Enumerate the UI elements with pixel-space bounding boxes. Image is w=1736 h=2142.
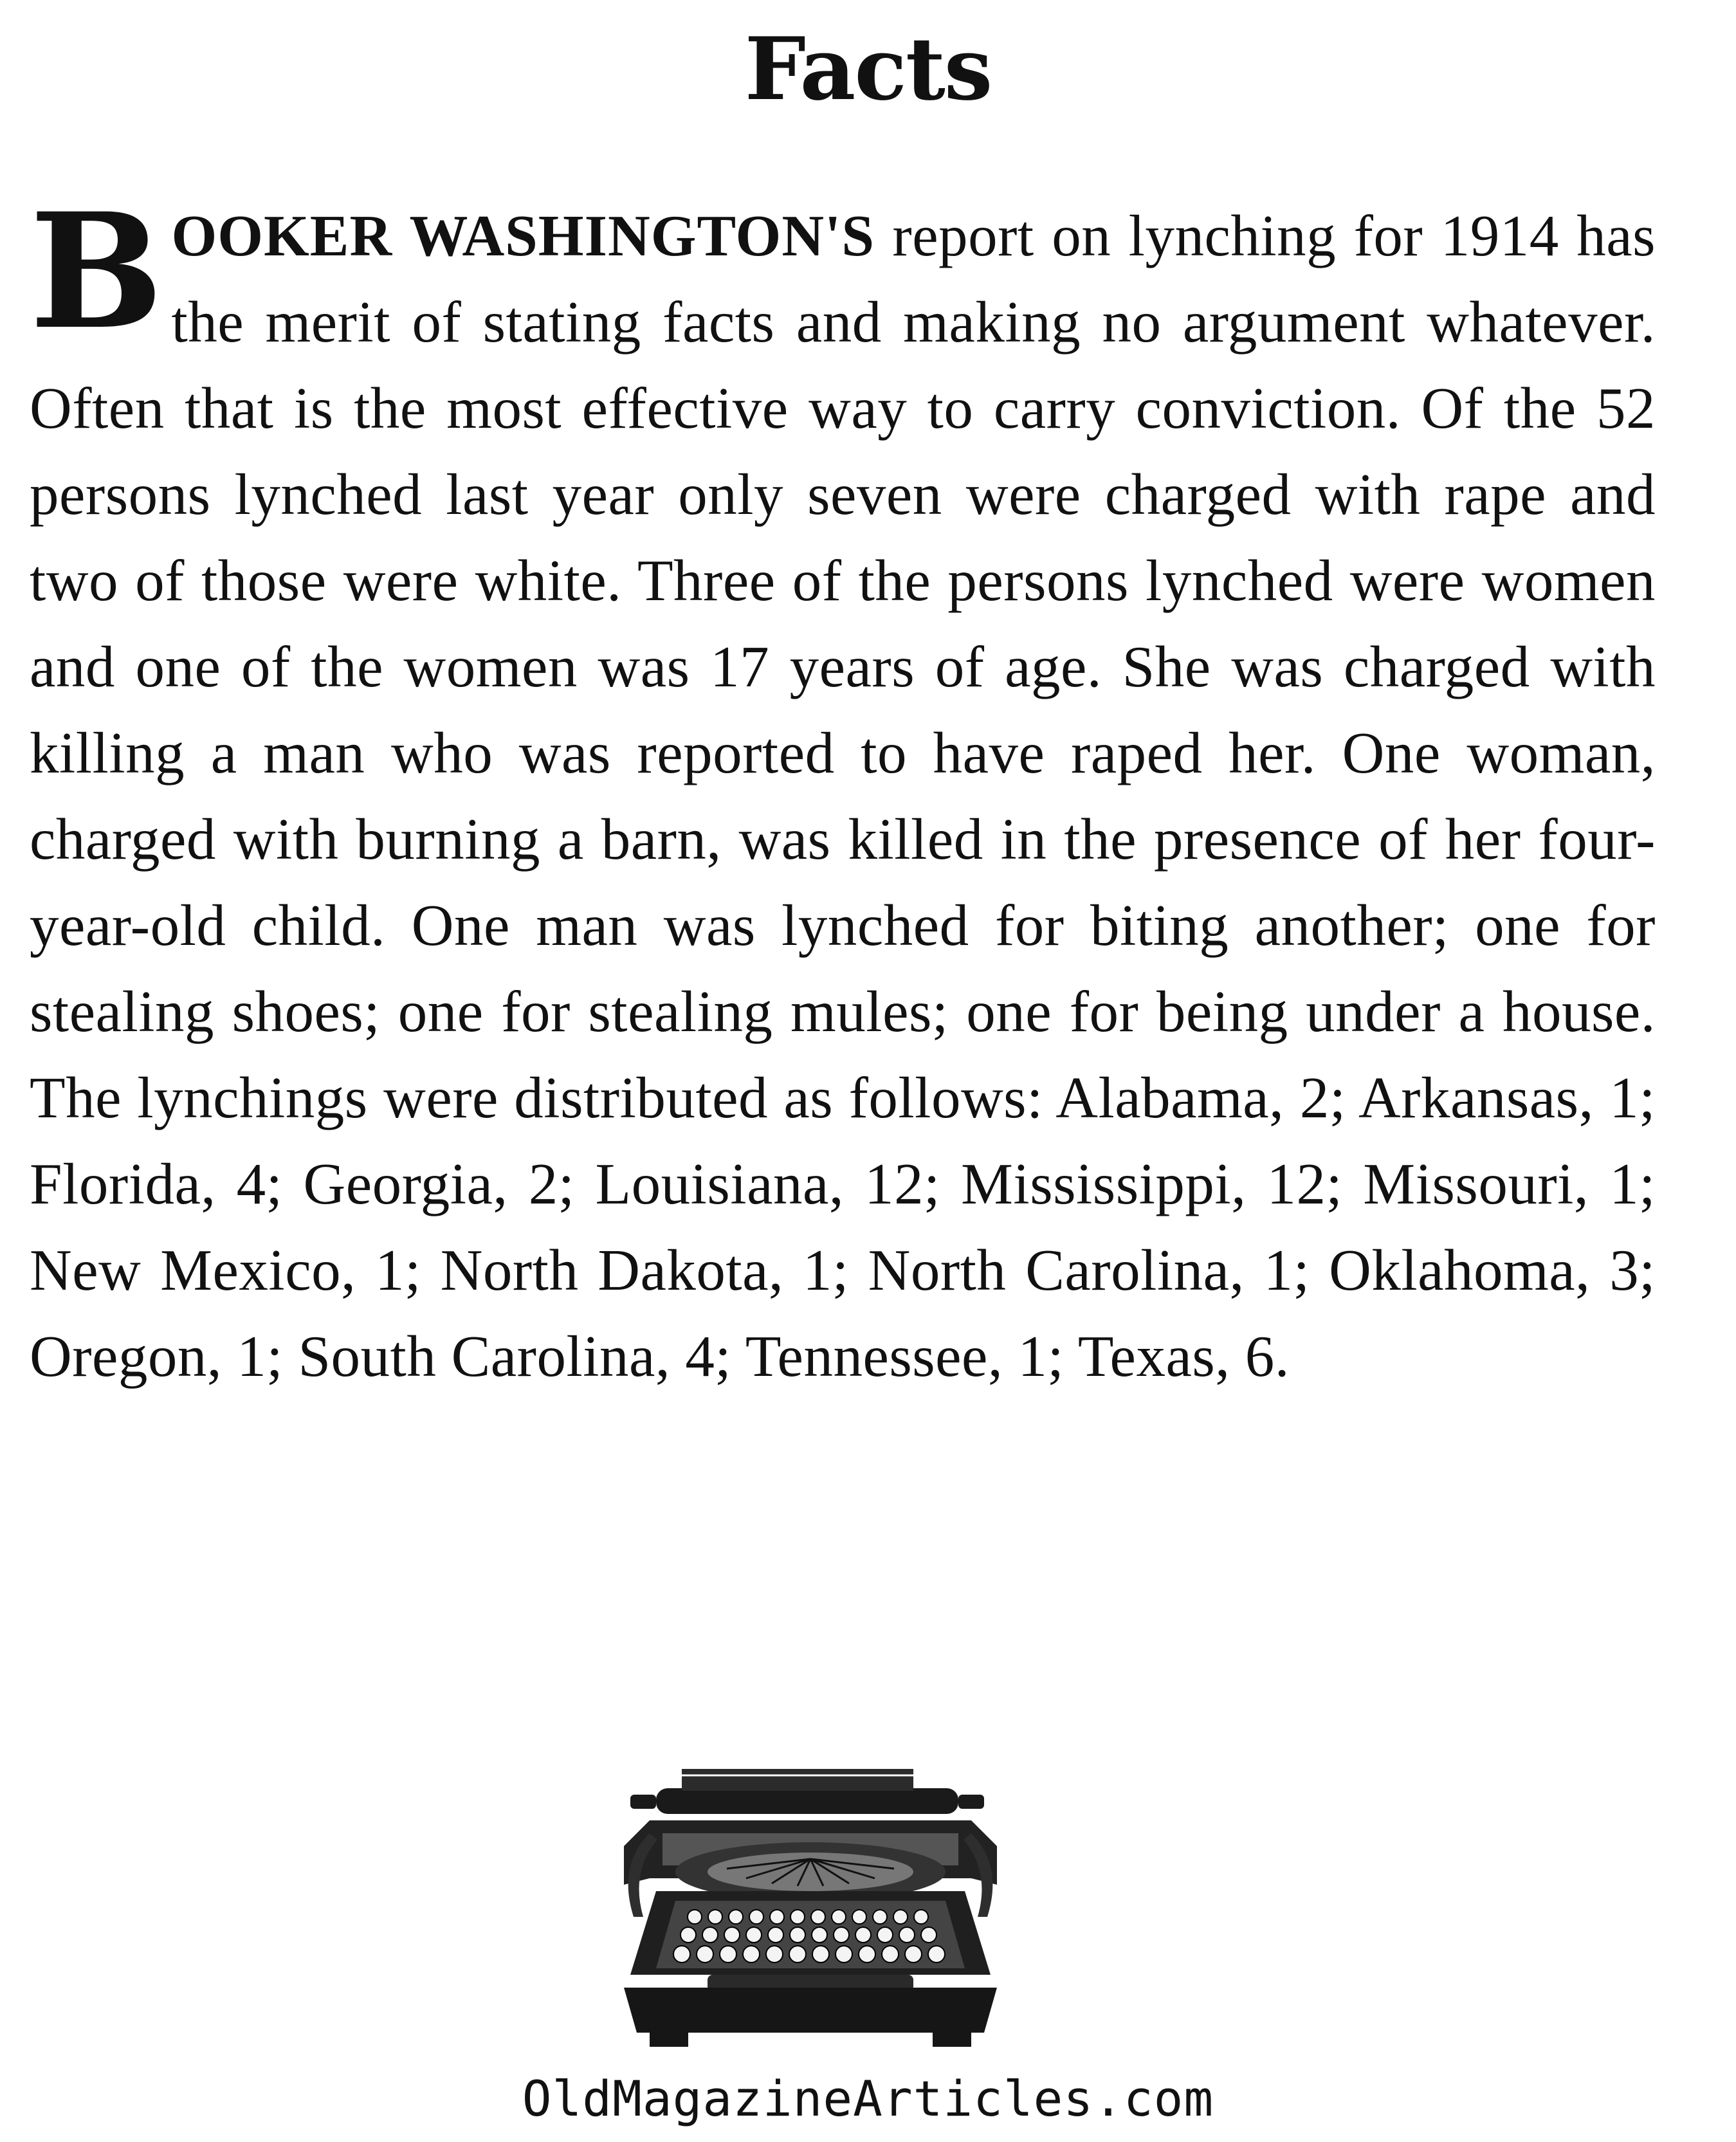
drop-cap: B (30, 179, 164, 365)
article-title: Facts (744, 18, 992, 120)
article-text: report on lynching for 1914 has the merit of stating facts and making no argument whatever. Often that is the most effective way to carry conviction. Of the 52 persons lynched last year only seven were charged with rape and two of those were white. Three of the persons lynched were women and one of the women was 17 years of age. She was charged with killing a man who was reported to have raped her. One woman, charged with burning a barn, was killed in the presence of her four-year-old child. One man was lynched for biting another; one for stealing shoes; one for stealing mules; one for being under a house. The lynchings were distributed as follows: Alabama, 2; Arkansas, 1; Florida, 4; Georgia, 2; Louisiana, 12; Mississippi, 12; Missouri, 1; New Mexico, 1; North Dakota, 1; North Carolina, 1; Oklahoma, 3; Oregon, 1; South Carolina, 4; Tennessee, 1; Texas, 6. (30, 203, 1656, 1389)
typewriter-icon (611, 1762, 1010, 2058)
article-body (30, 179, 1656, 1400)
article-paragraph (30, 179, 1656, 1400)
footer-site-name: OldMagazineArticles.com (522, 2070, 1214, 2127)
article-lead-in: OOKER WASHINGTON'S (171, 203, 875, 268)
